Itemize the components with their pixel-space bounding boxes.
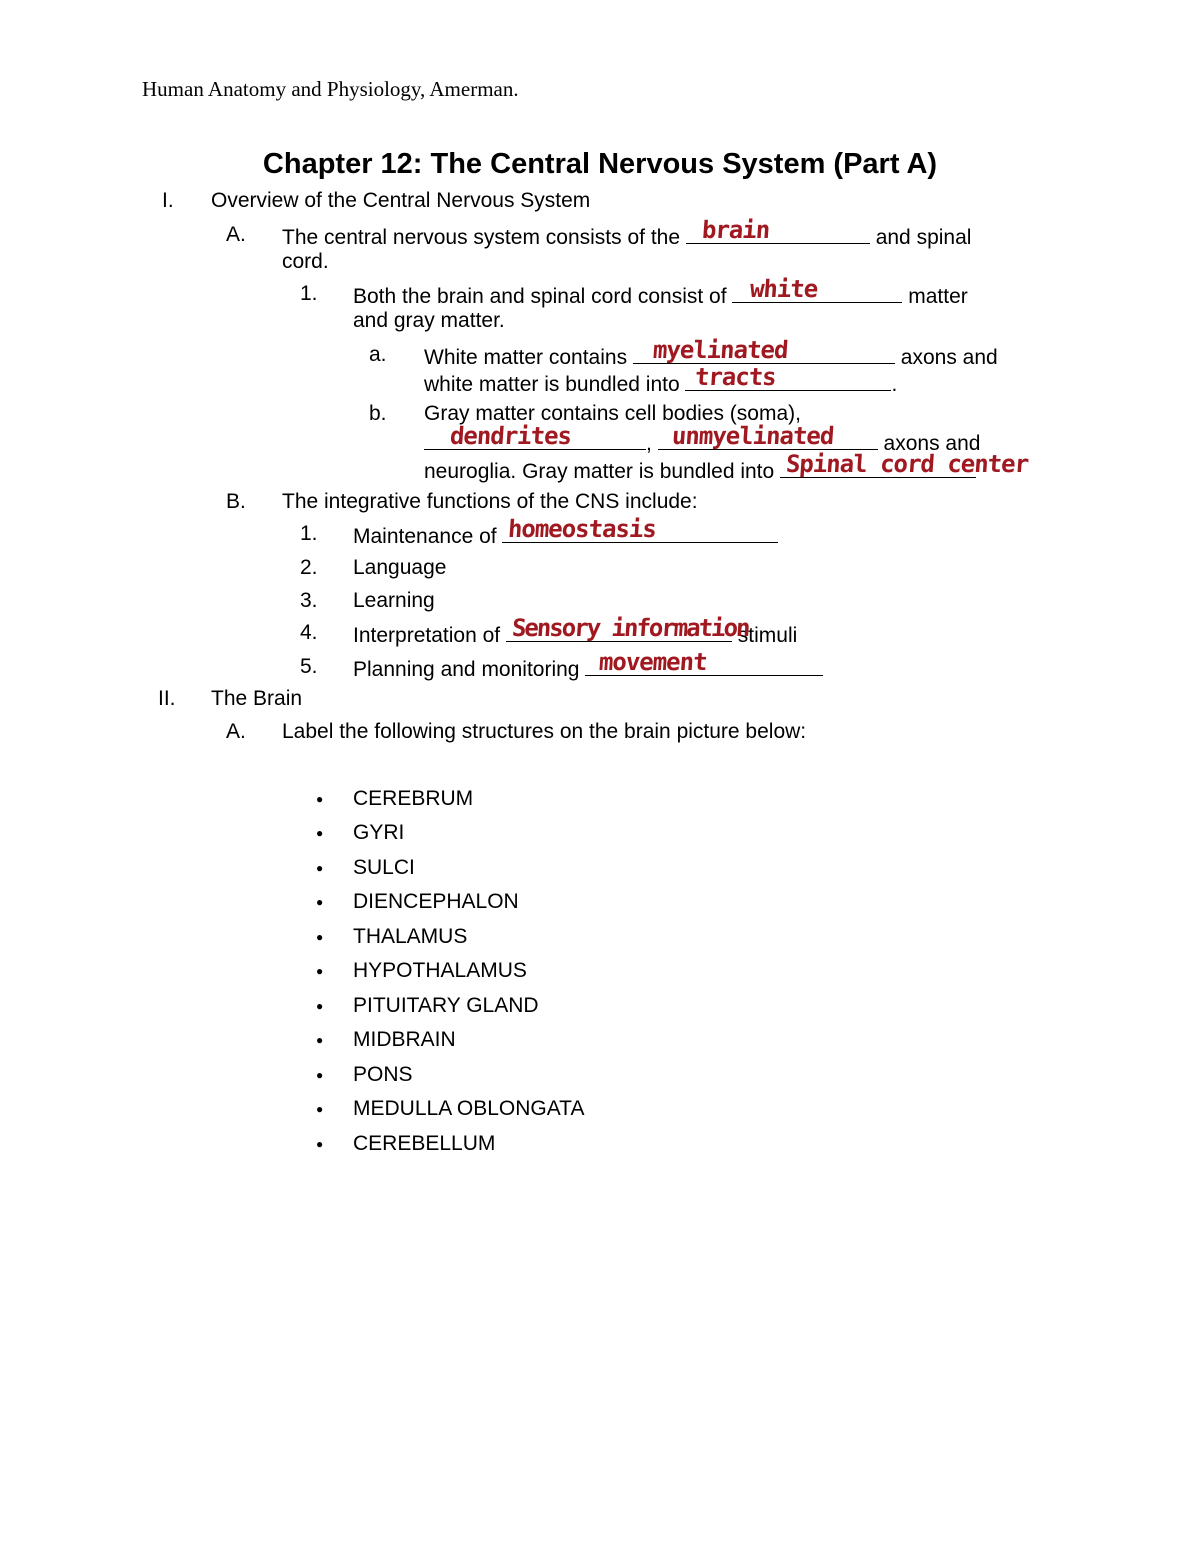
list-item: THALAMUS bbox=[353, 925, 468, 948]
handwritten-answer: brain bbox=[700, 216, 771, 244]
outline-marker-A: A. bbox=[226, 223, 246, 246]
text: Both the brain and spinal cord consist of bbox=[353, 285, 727, 308]
list-item: PONS bbox=[353, 1063, 413, 1086]
handwritten-answer: homeostasis bbox=[507, 515, 658, 543]
text: Interpretation of bbox=[353, 624, 501, 647]
outline-marker-a: a. bbox=[369, 343, 387, 366]
section1-A1b-line1: Gray matter contains cell bodies (soma), bbox=[424, 402, 801, 425]
outline-marker-b: b. bbox=[369, 402, 387, 425]
bullet-icon: ● bbox=[316, 1068, 324, 1082]
outline-marker-3: 3. bbox=[300, 589, 318, 612]
outline-marker-II: II. bbox=[158, 687, 176, 710]
section1-B-text: The integrative functions of the CNS include: bbox=[282, 490, 698, 513]
section1-A-line1 bbox=[282, 216, 972, 251]
text: axons and bbox=[900, 346, 998, 369]
text: The central nervous system consists of the bbox=[282, 226, 681, 249]
text: neuroglia. Gray matter is bundled into bbox=[424, 460, 775, 483]
section1-heading: Overview of the Central Nervous System bbox=[211, 189, 591, 212]
section2-heading: The Brain bbox=[211, 687, 303, 710]
bullet-icon: ● bbox=[316, 861, 324, 875]
section2-A-text: Label the following structures on the brain picture below: bbox=[282, 720, 807, 743]
handwritten-answer: unmyelinated bbox=[670, 422, 835, 450]
list-item: DIENCEPHALON bbox=[353, 890, 519, 913]
integrative-item-5 bbox=[353, 648, 823, 683]
bullet-icon: ● bbox=[316, 826, 324, 840]
answer-blank[interactable] bbox=[780, 450, 1030, 478]
list-item: MIDBRAIN bbox=[353, 1028, 456, 1051]
outline-marker-A: A. bbox=[226, 720, 246, 743]
bullet-icon: ● bbox=[316, 964, 324, 978]
list-item: SULCI bbox=[353, 856, 415, 879]
handwritten-answer: Spinal cord center bbox=[785, 450, 1030, 478]
text: Maintenance of bbox=[353, 525, 497, 548]
handwritten-answer: white bbox=[749, 275, 819, 303]
handwritten-answer: dendrites bbox=[449, 422, 573, 450]
bullet-icon: ● bbox=[316, 895, 324, 909]
handwritten-answer: Sensory information bbox=[510, 614, 750, 642]
outline-marker-5: 5. bbox=[300, 655, 318, 678]
answer-blank[interactable] bbox=[633, 336, 895, 364]
answer-blank[interactable] bbox=[502, 515, 778, 543]
section1-A1b-line3 bbox=[424, 450, 1030, 485]
section1-A-line2: cord. bbox=[282, 250, 329, 273]
outline-marker-B: B. bbox=[226, 490, 246, 513]
text: , bbox=[646, 432, 652, 455]
outline-marker-1: 1. bbox=[300, 282, 318, 305]
answer-blank[interactable] bbox=[685, 363, 891, 391]
answer-blank[interactable] bbox=[506, 614, 750, 642]
list-item: CEREBELLUM bbox=[353, 1132, 496, 1155]
bullet-icon: ● bbox=[316, 999, 324, 1013]
section1-A1-line2: and gray matter. bbox=[353, 309, 505, 332]
list-item: PITUITARY GLAND bbox=[353, 994, 539, 1017]
text: matter bbox=[908, 285, 968, 308]
text: Planning and monitoring bbox=[353, 658, 580, 681]
list-item: CEREBRUM bbox=[353, 787, 474, 810]
handwritten-answer: movement bbox=[598, 648, 708, 676]
outline-marker-2: 2. bbox=[300, 556, 318, 579]
section1-A1a-line2 bbox=[424, 363, 898, 398]
text: . bbox=[891, 373, 898, 396]
text: axons and bbox=[883, 432, 981, 455]
answer-blank[interactable] bbox=[686, 216, 870, 244]
bullet-icon: ● bbox=[316, 1102, 324, 1116]
bullet-icon: ● bbox=[316, 1033, 324, 1047]
text: White matter contains bbox=[424, 346, 628, 369]
bullet-icon: ● bbox=[316, 930, 324, 944]
answer-blank[interactable] bbox=[585, 648, 823, 676]
document-header: Human Anatomy and Physiology, Amerman. bbox=[142, 77, 519, 101]
text: stimuli bbox=[737, 624, 798, 647]
outline-marker-1: 1. bbox=[300, 522, 318, 545]
outline-marker-4: 4. bbox=[300, 621, 318, 644]
integrative-item-4 bbox=[353, 614, 798, 649]
text: white matter is bundled into bbox=[424, 373, 680, 396]
answer-blank[interactable] bbox=[658, 422, 878, 450]
list-item: GYRI bbox=[353, 821, 405, 844]
handwritten-answer: tracts bbox=[694, 363, 778, 391]
integrative-item-2: Language bbox=[353, 556, 447, 579]
list-item: MEDULLA OBLONGATA bbox=[353, 1097, 585, 1120]
handwritten-answer: myelinated bbox=[651, 336, 789, 364]
bullet-icon: ● bbox=[316, 1137, 324, 1151]
outline-marker-I: I. bbox=[162, 189, 174, 212]
list-item: HYPOTHALAMUS bbox=[353, 959, 527, 982]
section1-A1-line1 bbox=[353, 275, 968, 310]
chapter-title: Chapter 12: The Central Nervous System (Part A) bbox=[262, 148, 938, 180]
integrative-item-1 bbox=[353, 515, 778, 550]
bullet-icon: ● bbox=[316, 792, 324, 806]
text: and spinal bbox=[875, 226, 972, 249]
answer-blank[interactable] bbox=[424, 422, 646, 450]
integrative-item-3: Learning bbox=[353, 589, 435, 612]
answer-blank[interactable] bbox=[732, 275, 902, 303]
